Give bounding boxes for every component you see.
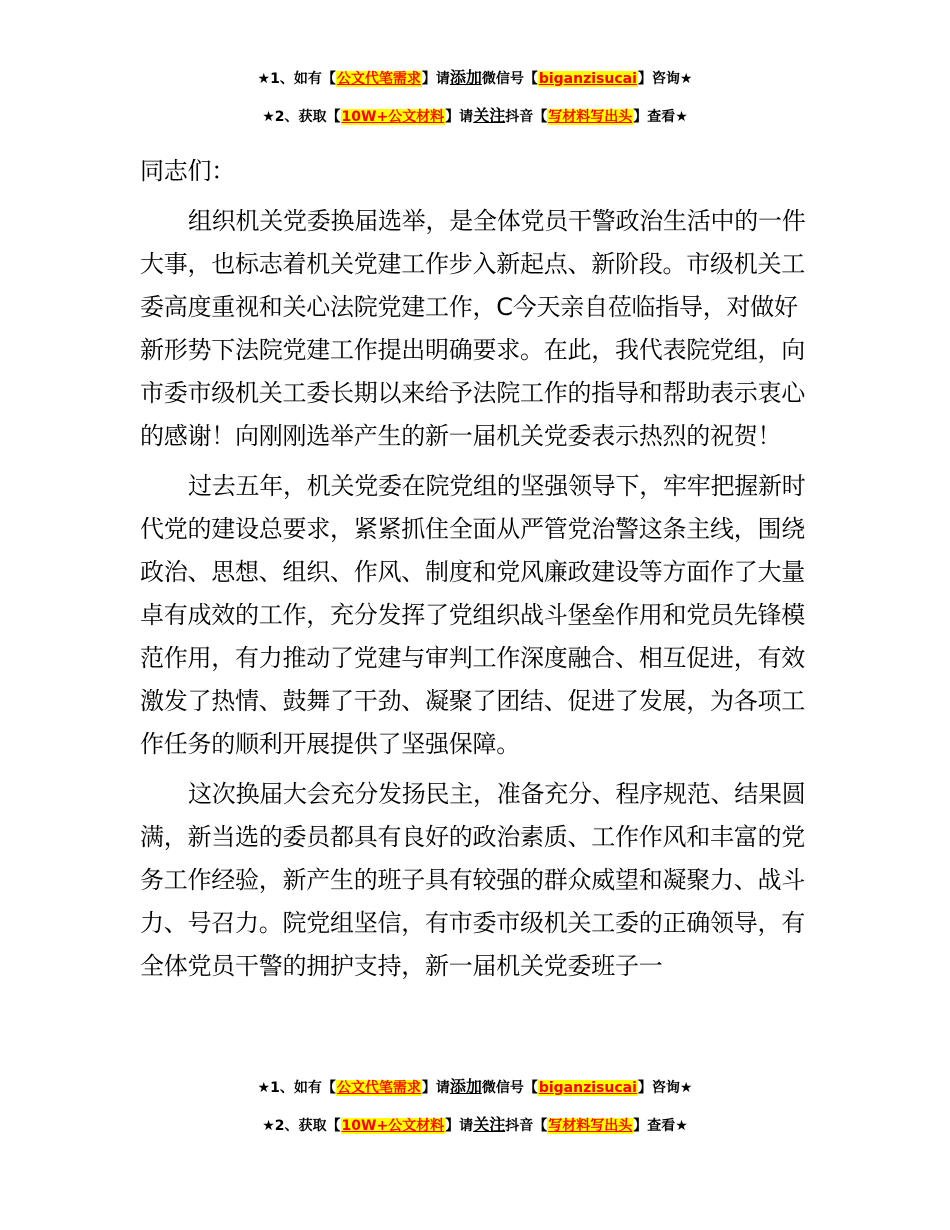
highlight-materials: 10W+公文材料 (341, 109, 445, 125)
highlight-service: 公文代笔需求 (336, 71, 421, 87)
paragraph-2: 过去五年，机关党委在院党组的坚强领导下，牢牢把握新时代党的建设总要求，紧紧抓住全面从严管党治警这条主线，围绕政治、思想、组织、作风、制度和党风廉政建设等方面作了大量卓有成效的工作，充分发挥了党组织战斗堡垒作用和党员先锋模范作用，有力推动了党建与审判工作深度融合、相互促进，有效激发了热情、鼓舞了干劲、凝聚了团结、促进了发展，为各项工作任务的顺利开展提供了坚强保障。 (140, 472, 806, 758)
paragraph-1: 组织机关党委换届选举，是全体党员干警政治生活中的一件大事，也标志着机关党建工作步入新起点、新阶段。市级机关工委高度重视和关心法院党建工作，C今天亲自莅临指导，对做好新形势下法院党建工作提出明确要求。在此，我代表院党组，向市委市级机关工委长期以来给予法院工作的指导和帮助表示衷心的感谢！向刚刚选举产生的新一届机关党委表示热烈的祝贺！ (140, 207, 806, 450)
banner-text: ★1、如有【 (257, 1080, 336, 1096)
emphasis-text: 关注 (473, 1115, 506, 1134)
document-body (140, 150, 812, 995)
banner-text: 】查看★ (633, 109, 688, 125)
emphasis-text: 添加 (449, 68, 482, 87)
highlight-douyin-id: 写材料写出头 (548, 1118, 633, 1134)
header-banner-line1 (0, 68, 950, 89)
banner-text: ★1、如有【 (257, 71, 336, 87)
banner-text: 抖音【 (505, 1118, 548, 1134)
header-banner-line2 (0, 106, 950, 127)
banner-text: 】咨询★ (637, 1080, 693, 1096)
highlight-materials: 10W+公文材料 (341, 1118, 445, 1134)
banner-text: 】请 (421, 71, 450, 87)
banner-text: 抖音【 (505, 109, 548, 125)
banner-text: ★2、获取【 (262, 109, 341, 125)
highlight-wechat-id: biganzisucai (538, 1080, 637, 1096)
paragraph-3: 这次换届大会充分发扬民主，准备充分、程序规范、结果圆满，新当选的委员都具有良好的政治素质、工作作风和丰富的党务工作经验，新产生的班子具有较强的群众威望和凝聚力、战斗力、号召力。院党组坚信，有市委市级机关工委的正确领导，有全体党员干警的拥护支持，新一届机关党委班子一 (140, 780, 806, 980)
banner-text: 】请 (445, 109, 474, 125)
highlight-wechat-id: biganzisucai (538, 71, 637, 87)
banner-text: 】咨询★ (637, 71, 693, 87)
banner-text: 】请 (445, 1118, 474, 1134)
footer-banner-line2 (0, 1115, 950, 1136)
banner-text: 】请 (421, 1080, 450, 1096)
emphasis-text: 关注 (473, 106, 506, 125)
banner-text: 微信号【 (481, 71, 538, 87)
highlight-douyin-id: 写材料写出头 (548, 109, 633, 125)
emphasis-text: 添加 (449, 1077, 482, 1096)
footer-banner-line1 (0, 1077, 950, 1098)
highlight-service: 公文代笔需求 (336, 1080, 421, 1096)
greeting: 同志们： (140, 157, 235, 185)
banner-text: 】查看★ (633, 1118, 688, 1134)
banner-text: ★2、获取【 (262, 1118, 341, 1134)
banner-text: 微信号【 (481, 1080, 538, 1096)
